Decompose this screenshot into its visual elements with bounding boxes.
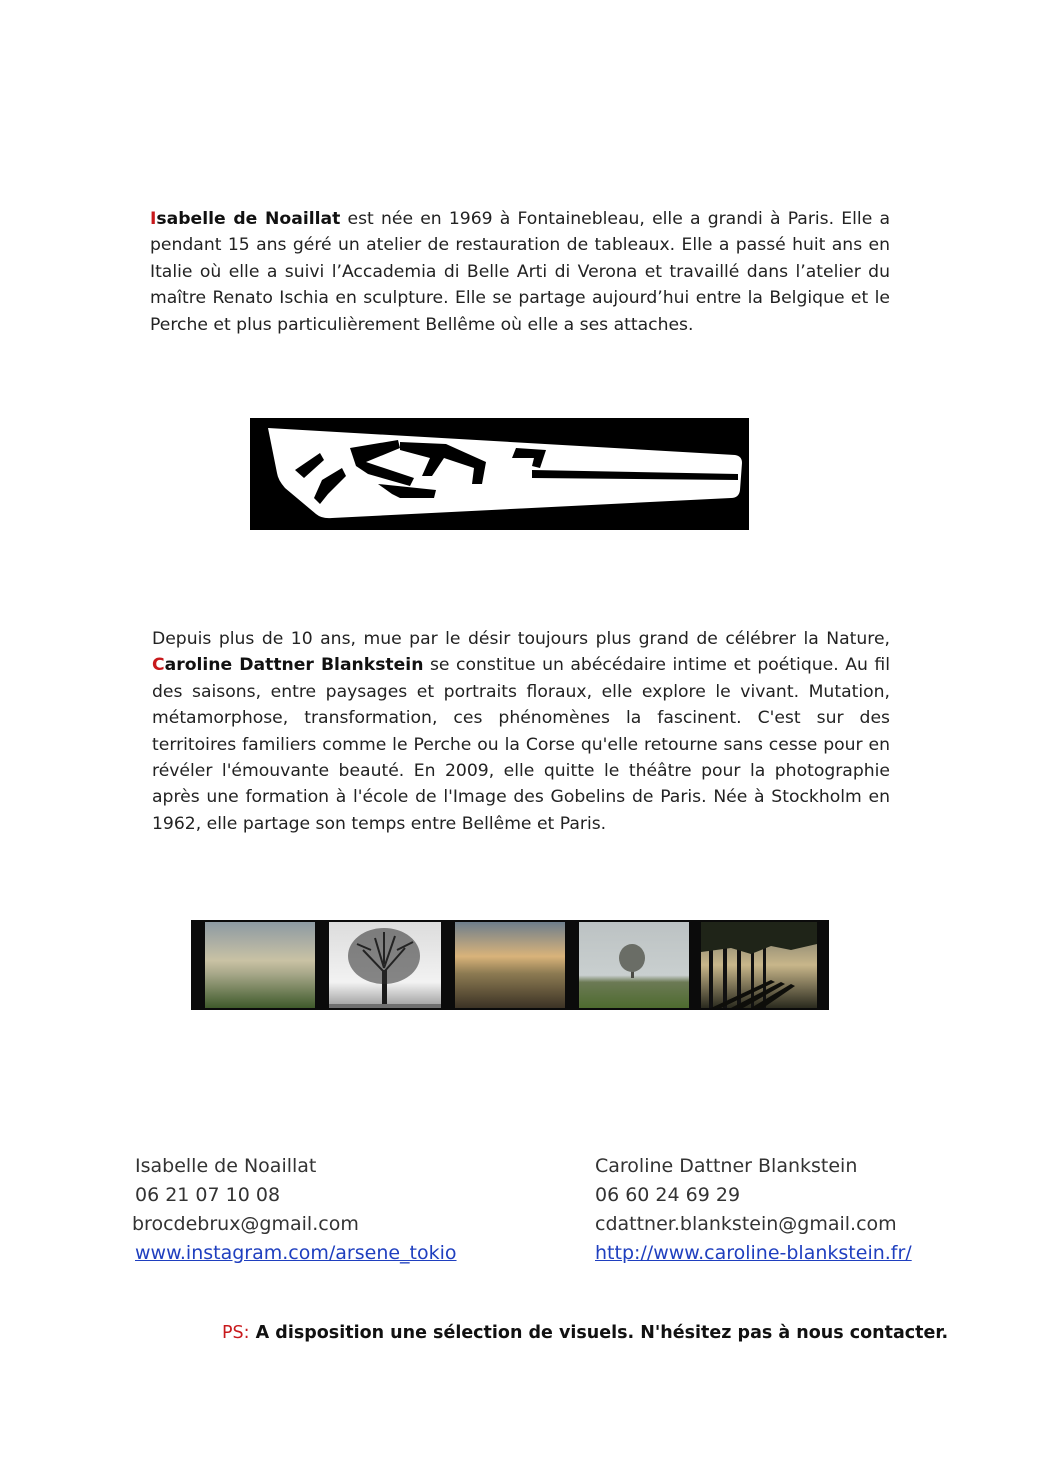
- contact-name: Caroline Dattner Blankstein: [595, 1155, 858, 1177]
- contact-caroline: [595, 1152, 912, 1268]
- ps-text: A disposition une sélection de visuels. N'hésitez pas à nous contacter.: [249, 1323, 949, 1343]
- ps-note: [222, 1323, 948, 1343]
- photo-strip: [191, 920, 829, 1010]
- contact-isabelle: [132, 1152, 457, 1268]
- name-initial-red: C: [152, 655, 165, 676]
- instagram-link[interactable]: www.instagram.com/arsene_tokio: [135, 1242, 457, 1264]
- contact-name: Isabelle de Noaillat: [135, 1155, 317, 1177]
- contact-phone: 06 21 07 10 08: [135, 1184, 281, 1206]
- contact-email: cdattner.blankstein@gmail.com: [595, 1213, 897, 1235]
- bio-isabelle: [150, 206, 890, 338]
- contact-email: brocdebrux@gmail.com: [132, 1213, 359, 1235]
- name-initial-red: I: [150, 209, 157, 229]
- bio-caroline: [152, 626, 890, 837]
- artist-name: aroline Dattner Blankstein: [164, 655, 424, 676]
- ps-label: PS: [222, 1323, 244, 1343]
- bio-text: se constitue un abécédaire intime et poétique. Au fil des saisons, entre paysages et portraits floraux, elle explore le vivant. Mutation, métamorphose, transformation, ces phénomènes la fascinent. C'est sur des territoires familiers comme le Perche ou la Corse qu'elle retourne sans cesse pour en révéler l'émouvante beauté. En 2009, elle quitte le théâtre pour la photographie après une formation à l'école de l'Image des Gobelins de Paris. Née à Stockholm en 1962, elle partage son temps entre Bellême et Paris.: [152, 655, 890, 834]
- bio-text: est née en 1969 à Fontainebleau, elle a grandi à Paris. Elle a pendant 15 ans géré un atelier de restauration de tableaux. Elle a passé huit ans en Italie où elle a suivi l’Accademia di Belle Arti di Verona et travaillé dans l’atelier du maître Renato Ischia en sculpture. Elle se partage aujourd’hui entre la Belgique et le Perche et plus particulièrement Bellême où elle a ses attaches.: [150, 209, 891, 335]
- artist-name: sabelle de Noaillat: [156, 209, 341, 229]
- sculpture-image: [250, 418, 749, 530]
- ps-colon: :: [243, 1323, 250, 1343]
- website-link[interactable]: http://www.caroline-blankstein.fr/: [595, 1242, 912, 1264]
- contact-phone: 06 60 24 69 29: [595, 1184, 741, 1206]
- bio-text-intro: Depuis plus de 10 ans, mue par le désir toujours plus grand de célébrer la Nature,: [152, 629, 890, 649]
